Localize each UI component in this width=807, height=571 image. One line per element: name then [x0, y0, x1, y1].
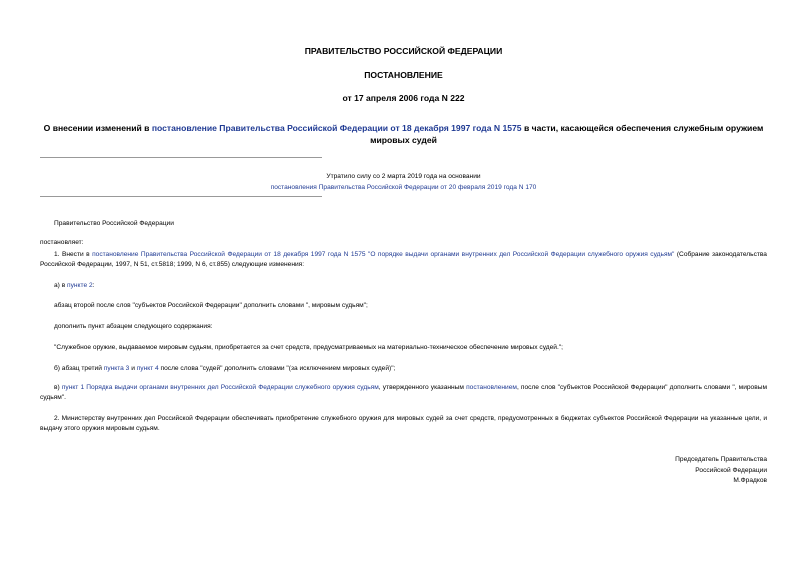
- paragraph-1-link[interactable]: постановление Правительства Российской Федерации от 18 декабря 1997 года N 1575 "О порядке выдачи органами внутренних дел Российской Федерации служебного оружия судьям": [92, 251, 675, 258]
- paragraph-2: 2. Министерству внутренних дел Российской Федерации обеспечивать приобретение служебного оружия для мировых судей за счет средств, предусмотренных в бюджетах субъектов Российской Федерации на указанные цели, и выдачу этого оружия мировым судьям.: [40, 415, 767, 432]
- title-suffix: в части, касающейся обеспечения служебным оружием мировых судей: [370, 123, 764, 145]
- title-prefix: О внесении изменений в: [43, 123, 152, 133]
- item-a-line-1: абзац второй после слов "субъектов Российской Федерации" дополнить словами ", мировым судьям";: [54, 302, 368, 309]
- intro-text: Правительство Российской Федерации: [54, 220, 174, 227]
- paragraph-1: 1. Внести в постановление Правительства Российской Федерации от 18 декабря 1997 года N 1575 "О порядке выдачи органами внутренних дел Российской Федерации служебного оружия судьям" (Собрание законодательства Российской Федерации, 1997, N 51, ст.5818; 1999, N 6, ст.855) следующие изменения:: [40, 251, 767, 268]
- org-name: ПРАВИТЕЛЬСТВО РОССИЙСКОЙ ФЕДЕРАЦИИ: [304, 46, 503, 56]
- divider-bottom: [40, 196, 322, 197]
- item-c: в) пункт 1 Порядка выдачи органами внутренних дел Российской Федерации служебного оружия судьям, утвержденного указанным постановлением, после слов "субъектов Российской Федерации" дополнить словами ", мировым судьям".: [40, 384, 767, 401]
- item-c-link-2[interactable]: постановлением: [466, 384, 517, 391]
- item-c-link-1[interactable]: пункт 1 Порядка выдачи органами внутренних дел Российской Федерации служебного оружия судьям: [61, 384, 379, 391]
- item-b-link-2[interactable]: пункт 4: [136, 365, 159, 372]
- item-a: а) в пункте 2:: [54, 282, 95, 289]
- repeal-note: [40, 171, 767, 193]
- repeal-note-link[interactable]: постановления Правительства Российской Федерации от 20 февраля 2019 года N 170: [270, 184, 537, 191]
- item-a-line-2: дополнить пункт абзацем следующего содержания:: [54, 323, 213, 330]
- item-b: б) абзац третий пункта 3 и пункт 4 после слова "судей" дополнить словами "(за исключением мировых судей)";: [54, 365, 396, 372]
- resolves-text: постановляет:: [40, 239, 84, 246]
- doc-title: [40, 123, 767, 146]
- signature-country: Российской Федерации: [695, 466, 767, 474]
- repeal-note-text: Утратило силу со 2 марта 2019 года на основании: [326, 173, 481, 180]
- signature-name: М.Фрадков: [733, 477, 767, 484]
- item-a-line-3: "Служебное оружие, выдаваемое мировым судьям, приобретается за счет средств, предусматриваемых на материально-техническое обеспечение мировых судей.";: [54, 344, 563, 351]
- divider-top: [40, 157, 322, 158]
- item-a-link[interactable]: пункте 2: [67, 282, 93, 289]
- signature-title: Председатель Правительства: [675, 456, 767, 463]
- signature-block: [675, 455, 767, 487]
- doc-date-number: от 17 апреля 2006 года N 222: [342, 93, 465, 103]
- doc-type: ПОСТАНОВЛЕНИЕ: [364, 70, 443, 80]
- item-b-link-1[interactable]: пункта 3: [103, 365, 130, 372]
- title-link[interactable]: постановление Правительства Российской Федерации от 18 декабря 1997 года N 1575: [151, 123, 522, 133]
